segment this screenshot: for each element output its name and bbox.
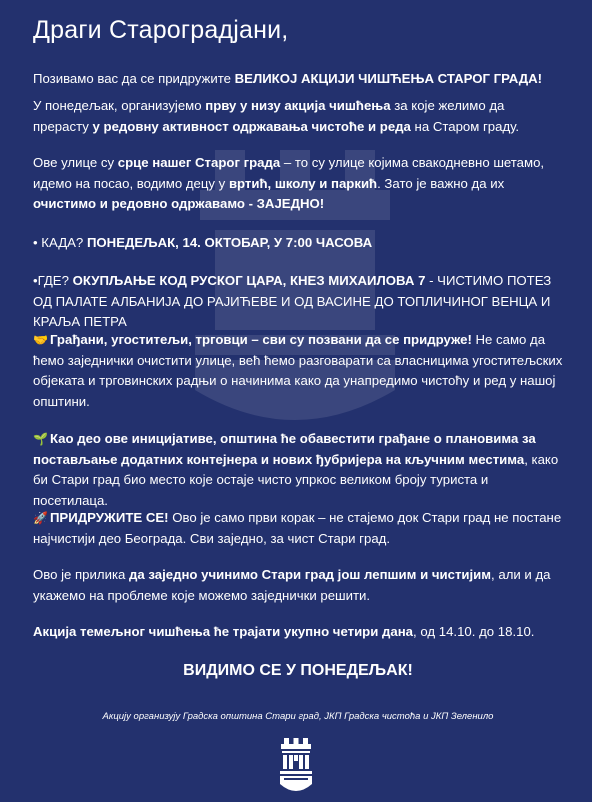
rocket-icon: 🚀	[33, 511, 48, 525]
paragraph-monday: У понедељак, организујемо прву у низу акција чишћења за које желимо да прерасту у редовну активност одржавања чистоће и реда на Старом граду.	[33, 98, 520, 134]
paragraph-duration: Акција темељног чишћења ће трајати укупно четири дана, од 14.10. до 18.10.	[33, 624, 535, 639]
paragraph-where: •ГДЕ? ОКУПЉАЊЕ КОД РУСКОГ ЦАРА, КНЕЗ МИХАИЛОВА 7 - ЧИСТИМО ПОТЕЗ ОД ПАЛАТЕ АЛБАНИЈА ДО РАЈИЋЕВЕ И ОД ВАСИНЕ ДО ТОПЛИЧИНОГ ВЕНЦА И КРАЉА ПЕТРА	[33, 273, 552, 330]
paragraph-invitation: Позивамо вас да се придружите ВЕЛИКОЈ АКЦИЈИ ЧИШЋЕЊА СТАРОГ ГРАДА!	[33, 71, 543, 86]
closing-line: ВИДИМО СЕ У ПОНЕДЕЉАК!	[183, 662, 413, 679]
paragraph-initiative: 🌱 Као део ове иницијативе, општина ће обавестити грађане о плановима за постављање додатних контејнера и нових ђубријера на кључним местима, како би Стари град био место које остаје чисто упркос великом броју туриста и посетилаца.	[33, 431, 559, 508]
organizers-credit: Акцију организују Градска општина Стари град, ЈКП Градска чистоћа и ЈКП Зеленило	[102, 711, 494, 722]
page-title: Драги Староградјани,	[33, 16, 289, 44]
paragraph-opportunity: Ово је прилика да заједно учинимо Стари град још лепшим и чистијим, али и да укажемо на проблеме које можемо заједнички решити.	[33, 567, 551, 603]
seedling-icon: 🌱	[33, 432, 48, 446]
paragraph-citizens: 🤝 Грађани, угоститељи, трговци – сви су позвани да се придруже! Не само да ћемо заједнички очистити улице, већ ћемо разговарати са власницима угоститељских објеката и трговинских радњи о начинима како да унапредимо чистоћу и ред у нашој општини.	[33, 332, 563, 409]
stari-grad-logo-icon	[278, 738, 314, 796]
paragraph-join: 🚀 ПРИДРУЖИТЕ СЕ! Ово је само први корак – не стајемо док Стари град не постане најчистији део Београда. Сви заједно, за чист Стари град.	[33, 510, 562, 546]
handshake-icon: 🤝	[33, 333, 48, 347]
paragraph-when: • КАДА? ПОНЕДЕЉАК, 14. ОКТОБАР, У 7:00 ЧАСОВА	[33, 235, 373, 250]
paragraph-streets: Ове улице су срце нашег Старог града – то су улице којима свакодневно шетамо, идемо на посао, водимо децу у вртић, школу и паркић. Зато је важно да их очистимо и редовно одржавамо - ЗАЈЕДНО!	[33, 155, 545, 212]
